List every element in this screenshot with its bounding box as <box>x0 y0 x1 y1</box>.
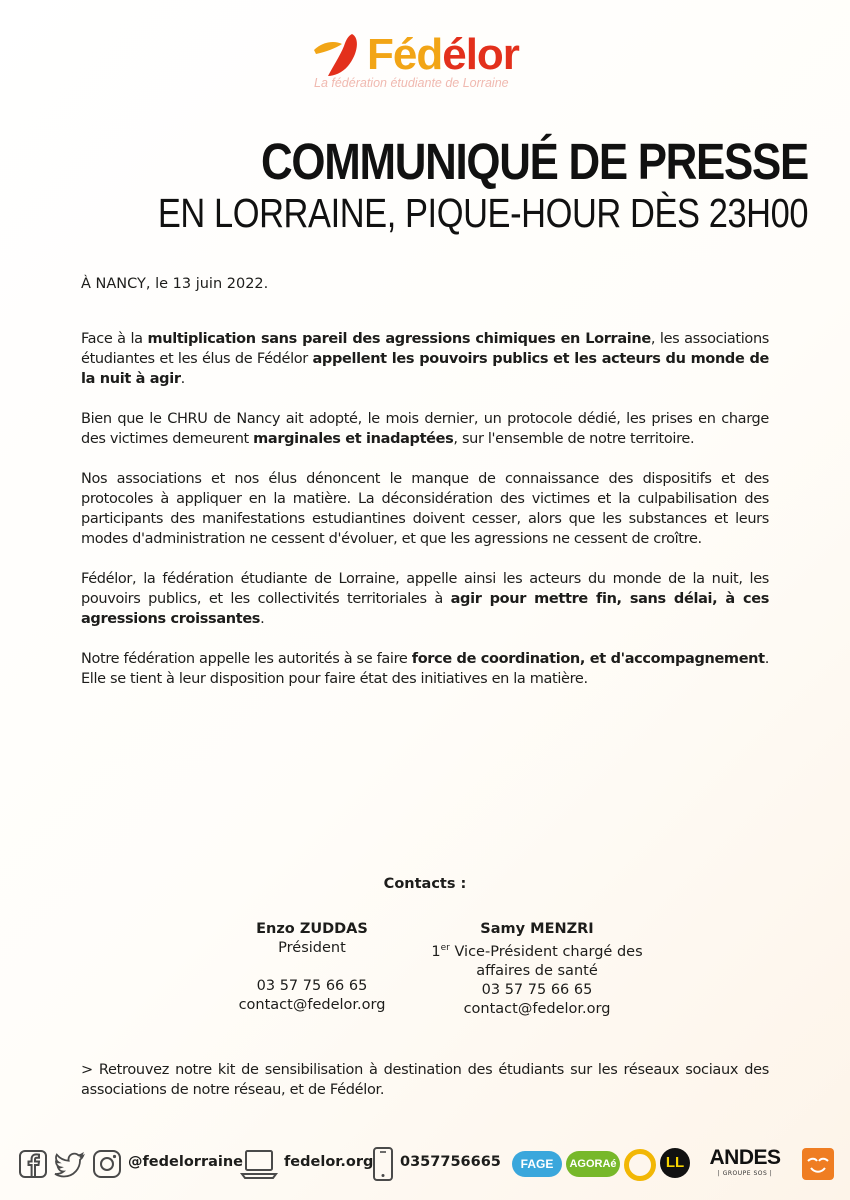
contact-name: Enzo ZUDDAS <box>256 921 368 937</box>
fedelor-logo <box>312 28 552 96</box>
text-run: Bien que le CHRU de Nancy ait adopté, le mois dernier, un protocole dédié, les prises en charge des victimes demeurent <box>81 411 769 447</box>
dateline: À NANCY, le 13 juin 2022. <box>81 276 269 292</box>
text-run: , les associations étudiantes et les élus de Fédélor <box>81 331 770 367</box>
paragraph-2 <box>81 409 769 449</box>
contact-email[interactable]: contact@fedelor.org <box>238 997 386 1013</box>
text-run: Fédélor, la fédération étudiante de Lorraine, appelle ainsi les acteurs du monde de la nuit, les pouvoirs publics, et les collectivités territoriales à <box>81 571 769 607</box>
role-text: Vice-Président chargé des <box>449 944 643 960</box>
role-ordinal: 1 <box>431 944 441 960</box>
social-handle[interactable]: @fedelorraine <box>128 1154 244 1170</box>
footer-phone[interactable]: 0357756665 <box>400 1154 501 1170</box>
contact-email[interactable]: contact@fedelor.org <box>463 1001 611 1017</box>
contact-card-president <box>212 920 412 1015</box>
page-subtitle: EN LORRAINE, PIQUE-HOUR DÈS 23H00 <box>157 190 808 236</box>
laptop-icon <box>240 1148 278 1180</box>
andes-wordmark: ANDES <box>709 1146 781 1169</box>
emphasis-text: multiplication sans pareil des agressions chimiques en Lorraine <box>147 331 651 347</box>
partner-logo-andes <box>700 1146 790 1182</box>
website-link[interactable]: fedelor.org <box>284 1154 374 1170</box>
paragraph-3 <box>81 469 769 549</box>
spacer <box>212 958 412 977</box>
contact-card-vice-president <box>412 920 662 1019</box>
contact-name: Samy MENZRI <box>480 921 594 937</box>
emphasis-text: force de coordination, et d'accompagnement <box>411 651 765 667</box>
andes-subtitle: | GROUPE SOS | <box>717 1170 773 1177</box>
text-run: Notre fédération appelle les autorités à se faire <box>81 651 412 667</box>
press-release-body <box>81 329 769 709</box>
emphasis-text: appellent les pouvoirs publics et les acteurs du monde de la nuit à agir <box>81 351 770 387</box>
logo-word-part1: Féd <box>367 30 443 79</box>
instagram-icon[interactable] <box>92 1149 122 1179</box>
partner-face-icon <box>802 1148 834 1180</box>
twitter-icon[interactable] <box>54 1149 86 1179</box>
contact-phone[interactable]: 03 57 75 66 65 <box>481 982 593 998</box>
partner-logo-ring <box>624 1149 656 1181</box>
smartphone-icon <box>372 1146 394 1182</box>
text-run: . <box>260 611 265 627</box>
page-title: COMMUNIQUÉ DE PRESSE <box>261 133 808 190</box>
paragraph-5 <box>81 649 769 689</box>
partner-logo-fage: FAGE <box>512 1151 562 1177</box>
paragraph-1 <box>81 329 769 389</box>
contact-role-line2: affaires de santé <box>476 963 598 979</box>
footer-note: > Retrouvez notre kit de sensibilisation à destination des étudiants sur les réseaux sociaux des associations de notre réseau, et de Fédélor. <box>81 1062 769 1098</box>
emphasis-text: marginales et inadaptées <box>253 431 454 447</box>
text-run: . Elle se tient à leur disposition pour faire état des initiatives en la matière. <box>81 651 769 687</box>
text-run: . <box>180 371 185 387</box>
paragraph-4 <box>81 569 769 629</box>
logo-word-part2: élor <box>442 30 519 79</box>
facebook-icon[interactable] <box>18 1149 48 1179</box>
logo-tagline: La fédération étudiante de Lorraine <box>314 76 509 90</box>
logo-wordmark <box>367 30 519 80</box>
partner-logo-agorae: AGORAé <box>566 1151 620 1177</box>
text-run: , sur l'ensemble de notre territoire. <box>453 431 695 447</box>
partner-logo-orange-icon <box>802 1148 834 1180</box>
fedelor-logo-mark-icon <box>312 32 362 78</box>
contact-role <box>412 939 662 962</box>
contacts-heading: Contacts : <box>383 876 467 892</box>
role-superscript: er <box>440 943 450 953</box>
contact-phone[interactable]: 03 57 75 66 65 <box>256 978 368 994</box>
contact-role: Président <box>278 940 346 956</box>
text-run: Face à la <box>81 331 148 347</box>
emphasis-text: agir pour mettre fin, sans délai, à ces agressions croissantes <box>81 591 769 627</box>
footer-bar <box>0 1140 850 1190</box>
partner-logo-ll: LL <box>660 1148 690 1178</box>
text-run: Nos associations et nos élus dénoncent le manque de connaissance des dispositifs et des protocoles à appliquer en la matière. La déconsidération des victimes et la culpabilisation des participants des manifestations estudiantines doivent cesser, alors que les substances et leurs modes d'administration ne cessent d'évoluer, et que les agressions ne cessent de croître. <box>81 471 769 547</box>
